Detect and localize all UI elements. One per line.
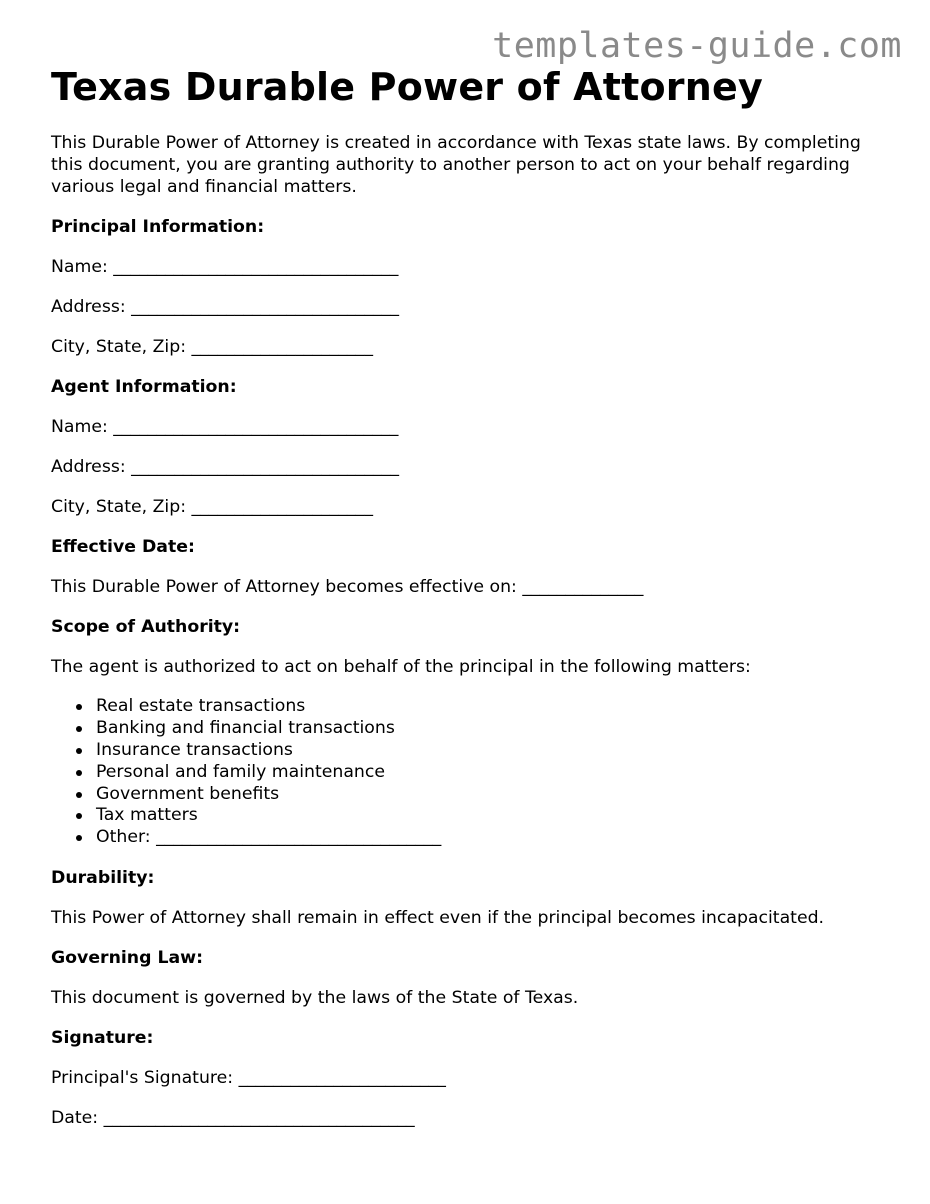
document-title: Texas Durable Power of Attorney <box>51 65 763 109</box>
principal-address-field[interactable]: Address: _______________________________ <box>51 297 399 318</box>
principal-name-field[interactable]: Name: _________________________________ <box>51 257 399 278</box>
document-page <box>51 62 901 1129</box>
list-item: Personal and family maintenance <box>96 762 901 784</box>
intro-paragraph: This Durable Power of Attorney is created in accordance with Texas state laws. By completing this document, you are granting authority to another person to act on your behalf regarding various legal and financial matters. <box>51 133 861 197</box>
agent-heading: Agent Information: <box>51 377 237 398</box>
signature-heading: Signature: <box>51 1027 154 1048</box>
agent-name-field[interactable]: Name: _________________________________ <box>51 417 399 438</box>
list-item: Government benefits <box>96 784 901 806</box>
effective-date-field[interactable]: This Durable Power of Attorney becomes effective on: ______________ <box>51 577 644 598</box>
scope-other-field[interactable]: Other: _________________________________ <box>96 827 901 849</box>
governing-law-heading: Governing Law: <box>51 947 204 968</box>
signature-date-field[interactable]: Date: ____________________________________ <box>51 1107 415 1128</box>
durability-text: This Power of Attorney shall remain in effect even if the principal becomes incapacitated. <box>51 907 825 928</box>
list-item: Real estate transactions <box>96 696 901 718</box>
effective-date-heading: Effective Date: <box>51 537 195 558</box>
scope-list <box>51 696 901 849</box>
durability-heading: Durability: <box>51 867 155 888</box>
principal-signature-field[interactable]: Principal's Signature: ________________________ <box>51 1067 446 1088</box>
agent-address-field[interactable]: Address: _______________________________ <box>51 457 399 478</box>
list-item: Tax matters <box>96 805 901 827</box>
scope-description: The agent is authorized to act on behalf of the principal in the following matters: <box>51 657 751 678</box>
governing-law-text: This document is governed by the laws of the State of Texas. <box>51 987 579 1008</box>
list-item: Insurance transactions <box>96 740 901 762</box>
watermark-text: templates-guide.com <box>492 26 902 66</box>
scope-heading: Scope of Authority: <box>51 617 241 638</box>
principal-heading: Principal Information: <box>51 217 265 238</box>
principal-city-field[interactable]: City, State, Zip: _____________________ <box>51 337 373 358</box>
list-item: Banking and financial transactions <box>96 718 901 740</box>
agent-city-field[interactable]: City, State, Zip: _____________________ <box>51 497 373 518</box>
